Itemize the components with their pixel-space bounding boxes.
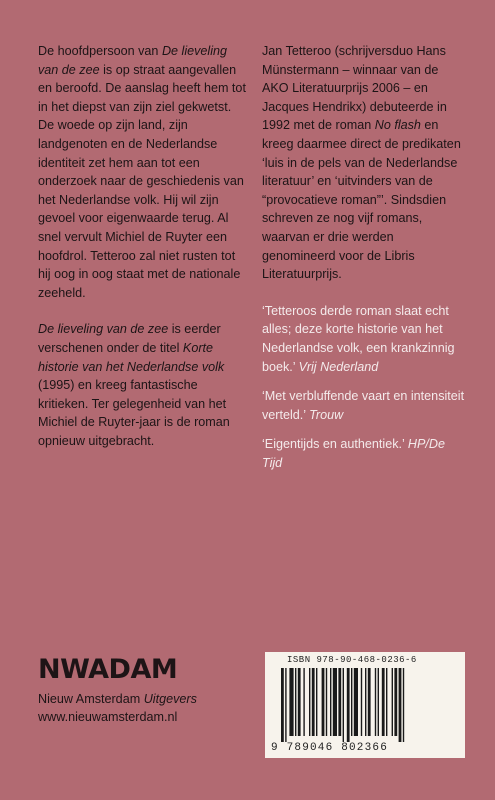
barcode-bar xyxy=(289,668,293,736)
barcode-bar xyxy=(285,668,286,742)
italic-text: Korte historie van het Nederlandse volk xyxy=(38,340,225,374)
text-segment: ‘Met verbluffende vaart en intensiteit verteld.’ xyxy=(262,389,465,422)
text-segment: De hoofdpersoon van xyxy=(38,44,162,58)
barcode-digits: 9 789046 802366 xyxy=(271,742,389,754)
barcode-bar xyxy=(361,668,362,736)
barcode-bar xyxy=(378,668,379,736)
text-segment: is eerder verschenen onder de titel xyxy=(38,322,221,355)
italic-text: No flash xyxy=(374,118,421,133)
text-segment: ‘Tetteroos derde roman slaat echt alles; deze korte historie van het Nederlandse volk, een krankzinnig boek.’ xyxy=(262,303,455,374)
text-segment: Jan Tetteroo (schrijversduo Hans Münstermann – winnaar van de AKO Literatuurprijs 2006 – en Jacques Hendrikx) debuteerde in 1992 met de roman xyxy=(262,44,447,133)
barcode-bar xyxy=(303,668,304,736)
barcode-bar xyxy=(333,668,337,736)
barcode-bar xyxy=(330,668,331,736)
barcode-bar xyxy=(326,668,327,736)
italic-text: De lieveling van de zee xyxy=(38,44,228,77)
barcode-bar xyxy=(354,668,358,736)
barcode-bar xyxy=(309,668,310,736)
barcode-bar xyxy=(298,668,301,736)
publisher-url: www.nieuwamsterdam.nl xyxy=(38,710,178,724)
italic-text: De lieveling van de zee xyxy=(38,322,169,337)
barcode-bar xyxy=(365,668,366,736)
italic-text: Vrij Nederland xyxy=(298,359,379,374)
barcode-bar xyxy=(368,668,371,736)
description-paragraph-1 xyxy=(38,42,246,302)
barcode-bar xyxy=(312,668,315,736)
barcode-bar xyxy=(351,668,352,736)
barcode-bar xyxy=(399,668,402,742)
review-quote-2 xyxy=(262,387,466,424)
text-segment: ‘Eigentijds en authentiek.’ xyxy=(262,437,408,452)
barcode-bar xyxy=(403,668,404,742)
review-quote-1 xyxy=(262,302,466,376)
publisher-info xyxy=(38,690,197,726)
barcode-bar xyxy=(375,668,376,736)
barcode-bar xyxy=(343,668,344,742)
barcode-bar xyxy=(316,668,317,736)
text-segment: is op straat aangevallen en beroofd. De aanslag heeft hem tot in het diepst van zijn ziel gekwetst. De woede op zijn land, zijn landgenoten en de Nederlandse identiteit zet hem aan tot een onderzoek naar de geschiedenis van het Nederlandse volk. Hij wil zijn gevoel voor eigenwaarde terug. Al snel vervult Michiel de Ruyter een hoofdrol. Tetteroo zal niet rusten tot hij oog in oog staat met de nationale zeeheld. xyxy=(38,62,246,300)
review-quote-3 xyxy=(262,435,466,472)
barcode-bar xyxy=(394,668,397,736)
barcode-icon xyxy=(279,668,451,742)
description-column xyxy=(38,42,246,450)
barcode-bar xyxy=(392,668,393,736)
barcode-bar xyxy=(347,668,350,742)
barcode-bar xyxy=(281,668,284,742)
barcode-bar xyxy=(386,668,387,736)
isbn-barcode xyxy=(265,652,465,758)
barcode-bar xyxy=(382,668,385,736)
author-column xyxy=(262,42,466,472)
description-paragraph-2 xyxy=(38,320,246,450)
nwadam-logo-icon xyxy=(38,652,178,684)
barcode-bar xyxy=(295,668,296,736)
text-segment: (1995) en kreeg fantastische kritieken. Ter gelegenheid van het Michiel de Ruyter-jaar is de roman opnieuw uitgebracht. xyxy=(38,378,230,448)
author-bio xyxy=(262,42,466,284)
barcode-bar xyxy=(322,668,325,736)
publisher-logo xyxy=(38,652,178,684)
italic-text: Trouw xyxy=(309,407,344,422)
italic-text: HP/De Tijd xyxy=(262,437,445,470)
barcode-bar xyxy=(338,668,341,736)
isbn-label: ISBN 978-90-468-0236-6 xyxy=(287,655,417,665)
publisher-name: Nieuw Amsterdam Uitgevers xyxy=(38,692,197,706)
svg-text:NWADAM: NWADAM xyxy=(38,654,178,684)
text-segment: en kreeg daarmee direct de predikaten ‘luis in de pels van de Nederlandse literatuur’ en ‘uitvinders van de “provocatieve roman”’. Sindsdien schreven ze nog vijf romans, waarvan er drie werden genomineerd voor de Libris Literatuurprijs. xyxy=(262,118,461,282)
